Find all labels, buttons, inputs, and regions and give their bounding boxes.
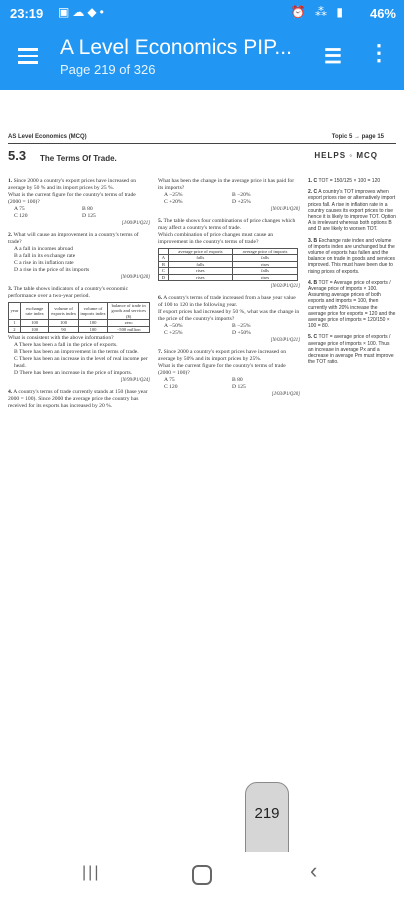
question-text: The table shows indicators of a country's economic performance over a two-year period. xyxy=(8,286,129,299)
question-text: What has been the change in the average price it has paid for its imports? xyxy=(158,178,295,191)
question-text: Which combination of price changes must cause an improvement in the country's terms of trade? xyxy=(158,232,274,245)
question-number: 1. xyxy=(8,178,13,184)
answer-text: TOT = Average price of exports / Average price of imports × 100. Assuming average prices of both exports and imports = 100, then currently with 20% increase the average price for exports = 120 and the average price of imports = 120/150 × 100 = 80. xyxy=(308,279,396,330)
question-text: What is the current figure for the country's terms of trade (2000 = 100)? xyxy=(158,363,286,377)
table-header: exchange rate index xyxy=(20,303,49,320)
source-ref: [N/99/P1/Q24] xyxy=(120,378,150,384)
question-number: 4. xyxy=(8,389,13,396)
answer-number: 1. C xyxy=(308,178,318,184)
answer-text: A country's TOT improves when export prices rise or alternatively import prices fall. A rise in inflation rate in a country causes its export prices to rise hence it is likely to improve TOT. Option A is irrelevant whereas both options B and D are likely to worsen TOT. xyxy=(308,189,396,233)
source-ref: [N/01/P1/Q20] xyxy=(270,207,300,212)
table-row: A falls falls xyxy=(159,255,298,261)
column-1 xyxy=(8,178,150,415)
answer-2 xyxy=(308,189,396,232)
question-number: 7. xyxy=(158,349,163,356)
option: D +50% xyxy=(232,330,251,337)
option: B There has been an improvement in the terms of trade. xyxy=(14,349,139,356)
table-header: average price of imports xyxy=(233,249,298,255)
question-text: A country's terms of trade currently stands at 150 (base year 2000 = 100). Since 2000 the average price the country has received for its exports has increased by 20 %. xyxy=(8,389,148,410)
brand-logo: HELPS ◦ MCQ xyxy=(314,151,378,160)
question-text: The table shows four combinations of price changes which may affect a country's terms of trade. xyxy=(158,218,296,231)
notification-icons: ▣☁◆• xyxy=(58,5,107,19)
back-icon[interactable]: ‹ xyxy=(310,858,318,883)
table-row: D rises rises xyxy=(159,274,298,280)
source-ref: [J/03/P1/Q20] xyxy=(271,392,300,398)
more-options-icon[interactable]: ⋮ xyxy=(368,40,390,65)
option: A 75 xyxy=(14,206,25,212)
page-indicator: Page 219 of 326 xyxy=(60,62,156,77)
table-header: year xyxy=(9,303,21,320)
pdf-page xyxy=(0,130,404,750)
question-text: What will cause an improvement in a country's terms of trade? xyxy=(8,232,139,245)
answer-number: 3. B xyxy=(308,237,318,244)
signal-icons: ⏰ ⁂ ▮ xyxy=(290,5,346,19)
answer-text: TOT = 150/125 × 100 = 120 xyxy=(318,178,381,184)
option: A −25% xyxy=(164,192,183,198)
option: D 125 xyxy=(232,384,246,391)
option: D a rise in the price of its imports xyxy=(14,267,90,273)
answer-text: Exchange rate index and volume of imports index are unchanged but the volume of exports has fallen and the balance on trade in goods and services improved. This must have been due to rising prices of exports. xyxy=(308,237,396,275)
indicator-table xyxy=(8,302,150,333)
answer-number: 4. B xyxy=(308,279,318,286)
option: A There has been a fall in the price of exports. xyxy=(14,342,118,349)
question-number: 3. xyxy=(8,286,13,292)
answer-text: TOT = average price of exports / average price of imports × 100. Thus an increase in average Px and a decrease in average Pm must improve the TOT ratio. xyxy=(308,334,394,366)
table-row: C rises falls xyxy=(159,268,298,274)
table-row: 2 100 90 100 −500 million xyxy=(9,326,150,332)
option: C +20% xyxy=(164,199,183,205)
table-header: balance of trade in goods and services ($) xyxy=(108,303,150,320)
price-change-table xyxy=(158,248,298,281)
question-number: 6. xyxy=(158,295,163,302)
table-header: volume of imports index xyxy=(78,303,108,320)
source-ref: [N/00/P1/Q20] xyxy=(120,275,150,280)
option: D +25% xyxy=(232,199,251,205)
recent-apps-icon[interactable]: ||| xyxy=(82,864,101,881)
source-ref: [N/02/P1/Q21] xyxy=(270,284,300,290)
question-4-continued xyxy=(158,178,300,213)
question-text: If export prices had increased by 50 %, what was the change in the price of the country's imports? xyxy=(158,309,300,323)
column-2 xyxy=(158,178,300,403)
question-3 xyxy=(8,286,150,384)
option: B a fall in its exchange rate xyxy=(14,253,76,259)
option: A 75 xyxy=(164,377,175,384)
option: C a rise in its inflation rate xyxy=(14,260,74,266)
answer-1 xyxy=(308,178,396,184)
question-5 xyxy=(158,218,300,290)
table-row: 1 100 100 100 zero xyxy=(9,320,150,326)
question-number: 2. xyxy=(8,232,13,238)
option: B 80 xyxy=(82,206,93,212)
app-bar xyxy=(0,28,404,90)
page-number-scroll-handle[interactable]: 219 xyxy=(245,782,289,854)
home-icon[interactable] xyxy=(192,865,212,885)
option: B 80 xyxy=(232,377,243,384)
source-ref: [N/03/P1/Q21] xyxy=(270,338,300,344)
answer-number: 5. C xyxy=(308,334,318,341)
table-of-contents-icon[interactable]: ☰ xyxy=(324,46,342,68)
question-text: What is consistent with the above information? xyxy=(8,335,114,342)
option: B −25% xyxy=(232,323,251,330)
question-1 xyxy=(8,178,150,227)
section-title: The Terms Of Trade. xyxy=(40,154,117,163)
option: C There has been an increase in the level of real income per head. xyxy=(14,356,148,370)
answer-number: 2. C xyxy=(308,189,318,196)
document-viewer[interactable] xyxy=(0,90,404,860)
answer-4 xyxy=(308,280,396,330)
status-time: 23:19 xyxy=(10,6,44,21)
table-header: volume of exports index xyxy=(49,303,78,320)
option: C 120 xyxy=(164,384,178,391)
header-rule xyxy=(8,143,396,144)
option: B −20% xyxy=(232,192,251,198)
question-text: What is the current figure for the country's terms of trade (2000 = 100)? xyxy=(8,192,136,205)
answers-column xyxy=(308,178,396,370)
status-bar xyxy=(0,0,404,28)
answer-3 xyxy=(308,238,396,275)
option: A a fall in incomes abroad xyxy=(14,246,73,252)
section-number: 5.3 xyxy=(8,148,27,163)
page-header-left: AS Level Economics (MCQ) xyxy=(8,134,87,140)
question-number: 5. xyxy=(158,218,163,224)
question-4 xyxy=(8,389,150,410)
battery-level: 46% xyxy=(369,6,396,21)
answer-5 xyxy=(308,334,396,365)
source-ref: [J/00/P1/Q21] xyxy=(121,221,150,226)
question-text: A country's terms of trade increased from a base year value of 100 to 120 in the following year. xyxy=(158,295,296,309)
hamburger-menu-icon[interactable] xyxy=(18,48,38,64)
question-2 xyxy=(8,232,150,281)
question-7 xyxy=(158,349,300,398)
option: D 125 xyxy=(82,213,96,219)
table-header: average price of exports xyxy=(168,249,232,255)
option: C 120 xyxy=(14,213,28,219)
document-title: A Level Economics PIP... xyxy=(60,36,292,59)
question-6 xyxy=(158,295,300,344)
question-text: Since 2000 a country's export prices have increased on average by 50% and its import prices by 25%. xyxy=(158,349,287,363)
option: D There has been an increase in the price of imports. xyxy=(14,370,133,377)
option: C +25% xyxy=(164,330,183,337)
table-row: B falls rises xyxy=(159,261,298,267)
option: A −50% xyxy=(164,323,183,330)
question-text: Since 2000 a country's export prices have increased on average by 50 % and its import prices by 25 %. xyxy=(8,178,137,191)
navigation-bar xyxy=(0,852,404,900)
page-header-right: Topic 5 → page 15 xyxy=(331,134,384,140)
